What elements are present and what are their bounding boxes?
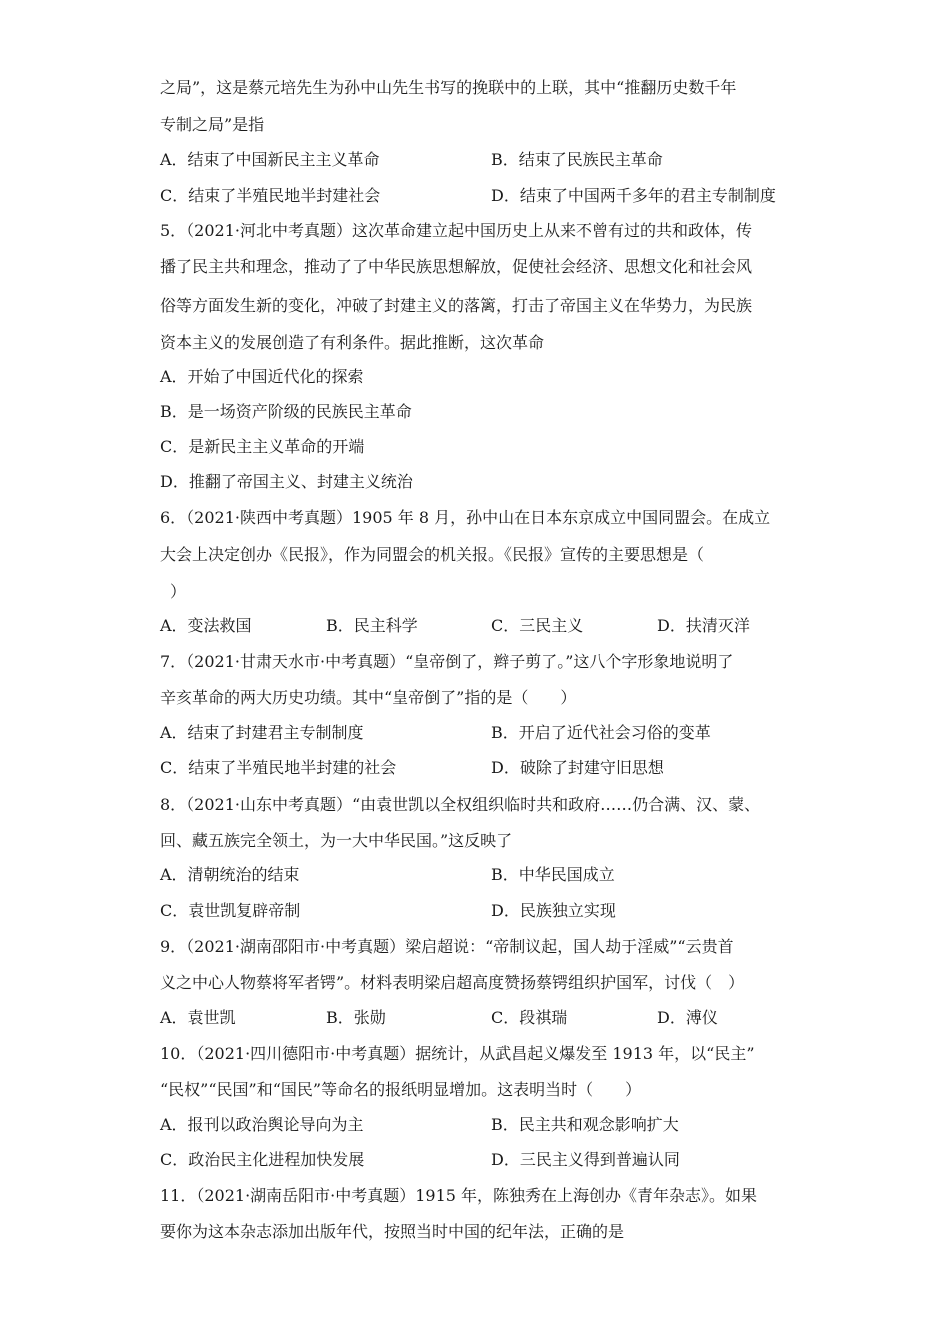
question-7-option-d: D．破除了封建守旧思想 xyxy=(491,758,664,777)
question-4-option-d: D．结束了中国两千多年的君主专制制度 xyxy=(491,186,776,205)
question-4-option-c: C．结束了半殖民地半封建社会 xyxy=(160,186,381,205)
question-9-line-1: 9．（2021·湖南邵阳市·中考真题）梁启超说：“帝制议起，国人劫于淫威”“云贵首 xyxy=(160,937,734,956)
question-10-line-2: “民权”“民国”和“国民”等命名的报纸明显增加。这表明当时（ ） xyxy=(160,1080,642,1099)
question-5-line-4: 资本主义的发展创造了有利条件。据此推断，这次革命 xyxy=(160,333,545,352)
question-8-line-1: 8．（2021·山东中考真题）“由袁世凯以全权组织临时共和政府……仍合满、汉、蒙、 xyxy=(160,795,761,814)
question-5-option-b: B．是一场资产阶级的民族民主革命 xyxy=(160,402,412,421)
question-6-option-d: D．扶清灭洋 xyxy=(657,616,750,635)
question-6-option-b: B．民主科学 xyxy=(326,616,418,635)
question-9-option-d: D．溥仪 xyxy=(657,1008,718,1027)
question-10-line-1: 10．（2021·四川德阳市·中考真题）据统计，从武昌起义爆发至 1913 年，以“民主” xyxy=(160,1044,755,1063)
question-9-option-b: B．张勋 xyxy=(326,1008,386,1027)
question-4-option-b: B．结束了民族民主革命 xyxy=(491,150,663,169)
question-6-line-1: 6．（2021·陕西中考真题）1905 年 8 月，孙中山在日本东京成立中国同盟会。在成立 xyxy=(160,508,771,527)
question-4-line-2: 专制之局”是指 xyxy=(160,115,265,134)
question-6-line-2: 大会上决定创办《民报》，作为同盟会的机关报。《民报》宣传的主要思想是（ xyxy=(160,545,705,564)
question-5-option-c: C．是新民主主义革命的开端 xyxy=(160,437,365,456)
question-4-line-1: 之局”，这是蔡元培先生为孙中山先生书写的挽联中的上联，其中“推翻历史数千年 xyxy=(160,78,737,97)
question-8-line-2: 回、藏五族完全领土，为一大中华民国。”这反映了 xyxy=(160,831,513,850)
question-7-line-1: 7．（2021·甘肃天水市·中考真题）“皇帝倒了，辫子剪了。”这八个字形象地说明了 xyxy=(160,652,734,671)
question-9-option-a: A．袁世凯 xyxy=(160,1008,236,1027)
question-6-option-c: C．三民主义 xyxy=(491,616,584,635)
question-5-option-a: A．开始了中国近代化的探索 xyxy=(160,367,364,386)
question-5-option-d: D．推翻了帝国主义、封建主义统治 xyxy=(160,472,413,491)
question-7-line-2: 辛亥革命的两大历史功绩。其中“皇帝倒了”指的是（ ） xyxy=(160,688,577,707)
question-10-option-c: C．政治民主化进程加快发展 xyxy=(160,1150,365,1169)
question-11-line-1: 11．（2021·湖南岳阳市·中考真题）1915 年，陈独秀在上海创办《青年杂志》。如果 xyxy=(160,1186,758,1205)
question-9-line-2: 义之中心人物蔡将军者锷”。材料表明梁启超高度赞扬蔡锷组织护国军，讨伐（ ） xyxy=(160,973,745,992)
question-8-option-a: A．清朝统治的结束 xyxy=(160,865,300,884)
question-8-option-b: B．中华民国成立 xyxy=(491,865,615,884)
question-10-option-b: B．民主共和观念影响扩大 xyxy=(491,1115,679,1134)
question-11-line-2: 要你为这本杂志添加出版年代，按照当时中国的纪年法，正确的是 xyxy=(160,1222,625,1241)
question-5-line-2: 播了民主共和理念，推动了了中华民族思想解放，促使社会经济、思想文化和社会风 xyxy=(160,257,753,276)
question-10-option-d: D．三民主义得到普遍认同 xyxy=(491,1150,680,1169)
question-7-option-c: C．结束了半殖民地半封建的社会 xyxy=(160,758,397,777)
question-8-option-c: C．袁世凯复辟帝制 xyxy=(160,901,301,920)
question-4-option-a: A．结束了中国新民主主义革命 xyxy=(160,150,380,169)
question-5-line-3: 俗等方面发生新的变化，冲破了封建主义的落篱，打击了帝国主义在华势力，为民族 xyxy=(160,296,753,315)
question-7-option-b: B．开启了近代社会习俗的变革 xyxy=(491,723,711,742)
question-9-option-c: C．段祺瑞 xyxy=(491,1008,568,1027)
question-6-option-a: A．变法救国 xyxy=(160,616,252,635)
question-7-option-a: A．结束了封建君主专制制度 xyxy=(160,723,364,742)
question-5-line-1: 5．（2021·河北中考真题）这次革命建立起中国历史上从来不曾有过的共和政体，传 xyxy=(160,221,752,240)
question-10-option-a: A．报刊以政治舆论导向为主 xyxy=(160,1115,364,1134)
question-8-option-d: D．民族独立实现 xyxy=(491,901,616,920)
question-6-line-3: ） xyxy=(170,582,187,601)
